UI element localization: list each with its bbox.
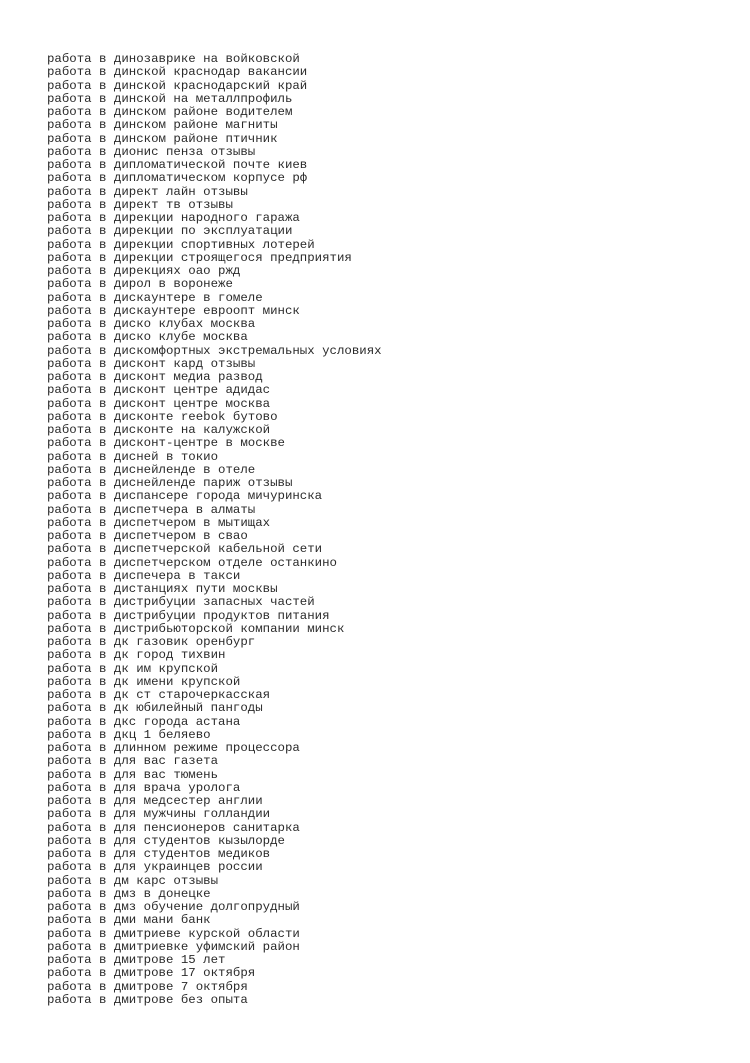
text-line: работа в дискомфортных экстремальных условиях (47, 343, 382, 358)
text-line: работа в дмитрове 17 октября (47, 966, 256, 981)
text-lines (47, 53, 382, 1007)
text-line: работа в дирол в воронеже (47, 277, 233, 292)
text-line: работа в дисконт кард отзывы (47, 356, 256, 371)
text-line: работа в диспетчером в мытищах (47, 515, 271, 530)
text-line: работа в дк газовик оренбург (47, 635, 256, 649)
text-line: работа в для медсестер англии (47, 794, 263, 808)
text-line: работа в дискаунтере в гомеле (47, 290, 263, 305)
text-line: работа в дистрибьюторской компании минск (47, 621, 345, 636)
text-line: работа в для мужчины голландии (47, 807, 271, 822)
text-line: работа в дипломатической почте киев (47, 158, 308, 172)
text-line: работа в директ лайн отзывы (47, 184, 248, 199)
text-line: работа в динозаврике на войковской (47, 52, 300, 66)
text-line: работа в динском районе водителем (47, 105, 293, 119)
text-line: работа в дирекции спортивных лотерей (47, 237, 315, 252)
text-line: работа в диско клубе москва (47, 330, 248, 345)
text-line: работа в дмитриеве курской области (47, 926, 300, 941)
text-line: работа в дискаунтере евроопт минск (47, 303, 300, 318)
text-line: работа в диспетчером в свао (47, 529, 248, 543)
text-line: работа в дисконт-центре в москве (47, 436, 285, 451)
text-line: работа в диснейленде в отеле (47, 462, 256, 477)
text-line: работа в для пенсионеров санитарка (47, 820, 300, 835)
text-line: работа в дмз обучение долгопрудный (47, 900, 300, 914)
text-line: работа в дирекции по эксплуатации (47, 224, 293, 239)
text-line: работа в дисконте reebok бутово (47, 409, 278, 424)
text-line: работа в дк имени крупской (47, 674, 241, 689)
text-line: работа в динском районе птичник (47, 131, 278, 146)
text-line: работа в динском районе магниты (47, 118, 278, 133)
text-line: работа в диснейленде париж отзывы (47, 476, 293, 490)
text-line: работа в дк юбилейный пангоды (47, 701, 263, 716)
text-line: работа в дистрибуции запасных частей (47, 595, 315, 610)
text-line: работа в дирекции строящегося предприятия (47, 250, 352, 265)
text-line: работа в для украинцев россии (47, 860, 263, 875)
text-line: работа в диспетчера в алматы (47, 502, 256, 517)
text-line: работа в диско клубах москва (47, 317, 256, 331)
text-line: работа в директ тв отзывы (47, 197, 233, 212)
text-line: работа в диспечера в такси (47, 568, 241, 583)
text-line: работа в для студентов кызылорде (47, 833, 285, 848)
text-line: работа в динской краснодар вакансии (47, 65, 308, 80)
text-line: работа в дисконте на калужской (47, 423, 271, 437)
text-line: работа в дм карс отзывы (47, 873, 219, 888)
text-line: работа в дистанциях пути москвы (47, 582, 278, 596)
text-line: работа в дирекции народного гаража (47, 211, 300, 225)
text-line: работа в дк им крупской (47, 661, 219, 676)
text-line: работа в для вас тюмень (47, 767, 219, 782)
text-line: работа в дирекциях оао ржд (47, 264, 241, 278)
text-line: работа в динской на металлпрофиль (47, 91, 293, 106)
text-line: работа в дисконт центре адидас (47, 383, 271, 398)
text-line: работа в дк ст старочеркасская (47, 688, 271, 702)
text-line: работа в для студентов медиков (47, 847, 271, 861)
text-line: работа в дисконт медиа развод (47, 370, 263, 384)
text-line: работа в дмитрове 15 лет (47, 953, 226, 967)
text-line: работа в диспетчерском отделе останкино (47, 555, 337, 570)
text-line: работа в дк город тихвин (47, 648, 226, 663)
text-line: работа в дионис пенза отзывы (47, 144, 256, 159)
text-line: работа в динской краснодарский край (47, 78, 308, 93)
text-line: работа в дисконт центре москва (47, 396, 271, 411)
text-line: работа в дистрибуции продуктов питания (47, 608, 330, 623)
text-line: работа в для вас газета (47, 754, 219, 769)
text-line: работа в дисней в токио (47, 449, 219, 464)
text-line: работа в дипломатическом корпусе рф (47, 171, 308, 186)
text-line: работа в дми мани банк (47, 913, 211, 928)
text-line: работа в диспетчерской кабельной сети (47, 542, 323, 557)
text-line: работа в длинном режиме процессора (47, 741, 300, 755)
text-line: работа в дкц 1 беляево (47, 727, 211, 742)
text-line: работа в дмитриевке уфимский район (47, 939, 300, 954)
text-line: работа в дмитрове без опыта (47, 992, 248, 1007)
text-line: работа в дмз в донецке (47, 886, 211, 901)
text-line: работа в диспансере города мичуринска (47, 489, 323, 504)
text-line: работа в дмитрове 7 октября (47, 979, 248, 994)
text-line: работа в дкс города астана (47, 714, 241, 729)
text-line: работа в для врача уролога (47, 780, 241, 795)
